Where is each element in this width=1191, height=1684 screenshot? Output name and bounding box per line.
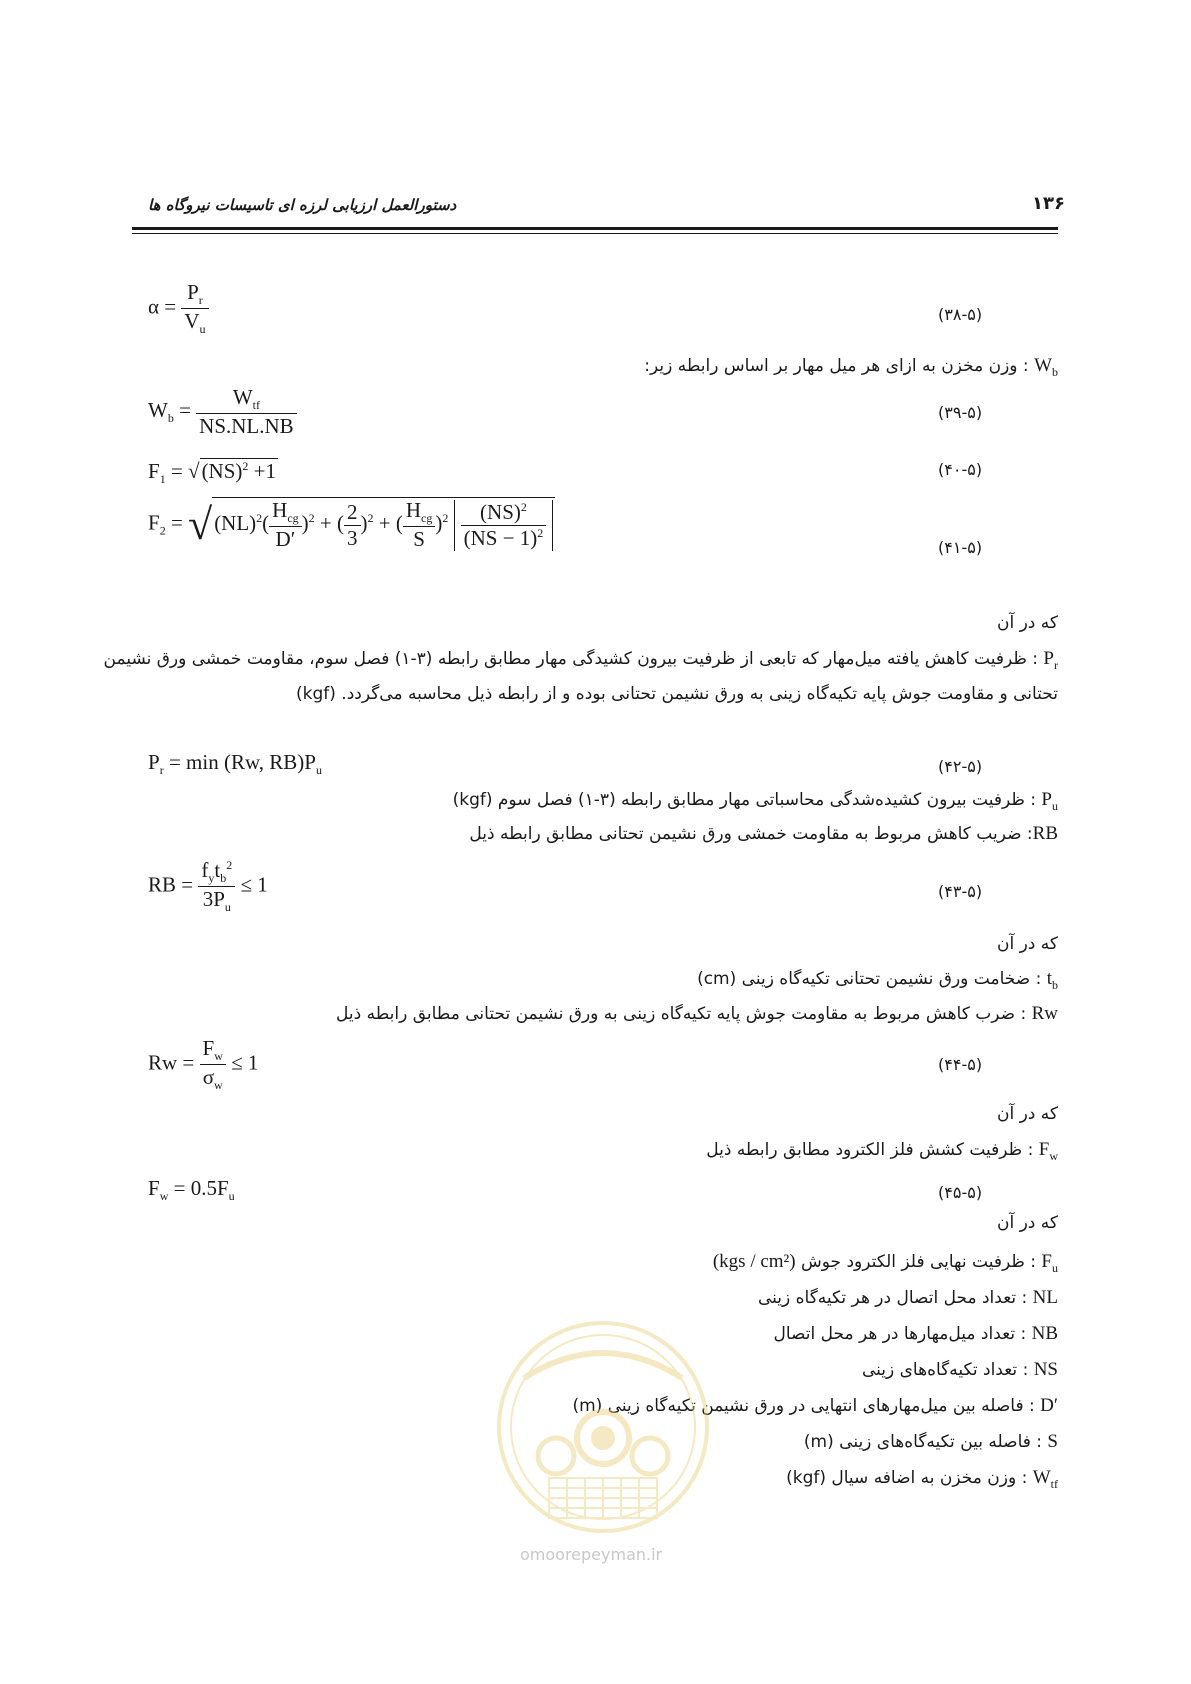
definition-tb: $t_b$ : ضخامت ورق نشیمن تحتانی تکیه‌گاه زینی (cm) (697, 968, 1058, 992)
definition-s: S : فاصله بین تکیه‌گاه‌های زینی (m) (803, 1431, 1058, 1452)
definition-wtf: $W_{tf}$ : وزن مخزن به اضافه سیال (kgf) (786, 1467, 1058, 1491)
watermark-site: omoorepeyman.ir (520, 1545, 663, 1564)
definition-dprime: D′ : فاصله بین میل‌مهارهای انتهایی در ورق نشیمن تکیه‌گاه زینی (m) (572, 1395, 1058, 1416)
definition-pr: $P_r$ : ظرفیت کاهش یافته میل‌مهار که تابعی از ظرفیت بیرون کشیدگی مهار مطابق رابطه (۳-۱) فصل سوم، مقاومت خمشی ورق نشیمن (103, 648, 1058, 672)
where-label: که در آن (996, 1213, 1058, 1233)
definition-pr-cont: تحتانی و مقاومت جوش پایه تکیه‌گاه زینی به ورق نشیمن تحتانی بوده و از رابطه ذیل محاسبه می‌گردد. (kgf) (295, 684, 1058, 704)
where-label: که در آن (996, 613, 1058, 633)
definition-fw: $F_w$ : ظرفیت کشش فلز الکترود مطابق رابطه ذیل (706, 1139, 1058, 1163)
watermark-emblem-icon (494, 1318, 712, 1536)
equation-rb: RB = $\frac{f_yt_b^2}{3P_u}$ ≤ 1 (148, 858, 268, 915)
definition-nb: NB : تعداد میل‌مهارها در هر محل اتصال (773, 1323, 1058, 1344)
equation-fw: $F_w = 0.5F_u$ (148, 1176, 235, 1204)
equation-wb: $W_b$ = $\frac{W_{tf}}{NS.NL.NB}$ (148, 385, 297, 439)
definition-fu: $F_u$ : ظرفیت نهایی فلز الکترود جوش (kgs / cm²) (712, 1251, 1058, 1275)
equation-number: (۴۵-۵) (938, 1183, 983, 1202)
page-number: ۱۳۶ (1032, 193, 1065, 214)
equation-f1: $F_1 = √(NS)^2 +1$ (148, 459, 276, 487)
equation-number: (۳۹-۵) (938, 403, 983, 422)
equation-number: (۴۳-۵) (938, 882, 983, 901)
equation-number: (۴۲-۵) (938, 757, 983, 776)
equation-rw: Rw = $\frac{F_w}{\sigma_w}$ ≤ 1 (148, 1036, 259, 1093)
equation-number: (۴۰-۵) (938, 460, 983, 479)
definition-rb: RB: ضریب کاهش مربوط به مقاومت خمشی ورق نشیمن تحتانی مطابق رابطه ذیل (469, 823, 1058, 844)
watermark-logo (494, 1318, 712, 1536)
definition-pu: $P_u$ : ظرفیت بیرون کشیده‌شدگی محاسباتی مهار مطابق رابطه (۳-۱) فصل سوم (kgf) (452, 789, 1058, 813)
definition-ns: NS : تعداد تکیه‌گاه‌های زینی (861, 1359, 1058, 1380)
equation-number: (۴۴-۵) (938, 1055, 983, 1074)
header-rule-thin (132, 233, 1058, 234)
equation-number: (۴۱-۵) (938, 538, 983, 557)
equation-number: (۳۸-۵) (938, 305, 983, 324)
header-rule-thick (132, 227, 1058, 230)
equation-pr: $P_r = \min (Rw$, $RB)P_u$ (148, 750, 322, 778)
definition-rw: Rw : ضرب کاهش مربوط به مقاومت جوش پایه تکیه‌گاه زینی به ورق نشیمن تحتانی مطابق رابطه ذیل (336, 1003, 1058, 1024)
definition-nl: NL : تعداد محل اتصال در هر تکیه‌گاه زینی (757, 1287, 1058, 1308)
where-label: که در آن (996, 1104, 1058, 1124)
running-title: دستورالعمل ارزیابی لرزه ای تاسیسات نیروگاه ها (148, 196, 457, 214)
where-label: که در آن (996, 934, 1058, 954)
equation-f2: $F_2 = √(NL)^2$( $\frac{H_{cg}}{D'}$ )$^2$ + ( $\frac{2}{3}$ )$^2$ + ( $\frac{H_{cg}}{S}$ )$^2$ $\frac{(NS)^2}{(NS - 1)^2}$ (148, 497, 555, 552)
equation-alpha: α = $\frac{P_r}{V_u}$ (148, 280, 209, 337)
definition-wb: $W_b$ : وزن مخزن به ازای هر میل مهار بر اساس رابطه زیر: (644, 355, 1058, 379)
